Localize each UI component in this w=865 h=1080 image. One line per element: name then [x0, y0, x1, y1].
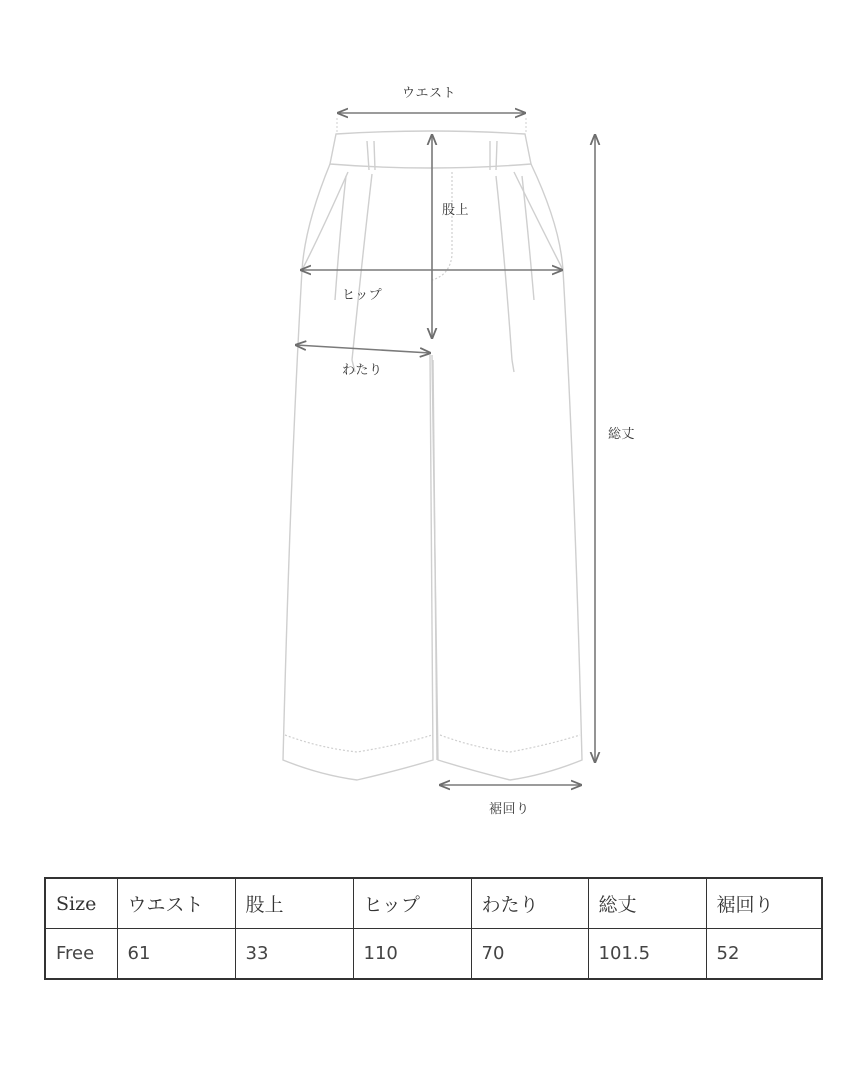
header-hip: ヒップ	[353, 878, 471, 929]
cell-rise: 33	[235, 929, 353, 980]
header-rise: 股上	[235, 878, 353, 929]
cell-thigh: 70	[471, 929, 588, 980]
cell-total-length: 101.5	[588, 929, 706, 980]
hem-label: 裾回り	[489, 802, 530, 817]
header-total-length: 総丈	[588, 878, 706, 929]
size-table-header-row	[45, 878, 822, 929]
size-table	[44, 877, 823, 980]
header-waist: ウエスト	[117, 878, 235, 929]
waist-label: ウエスト	[402, 86, 457, 101]
header-hem: 裾回り	[706, 878, 822, 929]
thigh-arrow	[296, 345, 430, 353]
cell-hem: 52	[706, 929, 822, 980]
hip-label: ヒップ	[342, 288, 383, 303]
table-row	[45, 929, 822, 980]
cell-size: Free	[45, 929, 117, 980]
rise-label: 股上	[442, 203, 470, 218]
thigh-label: わたり	[342, 363, 383, 378]
cell-hip: 110	[353, 929, 471, 980]
header-size: Size	[45, 878, 117, 929]
header-thigh: わたり	[471, 878, 588, 929]
cell-waist: 61	[117, 929, 235, 980]
total-length-label: 総丈	[608, 427, 636, 442]
